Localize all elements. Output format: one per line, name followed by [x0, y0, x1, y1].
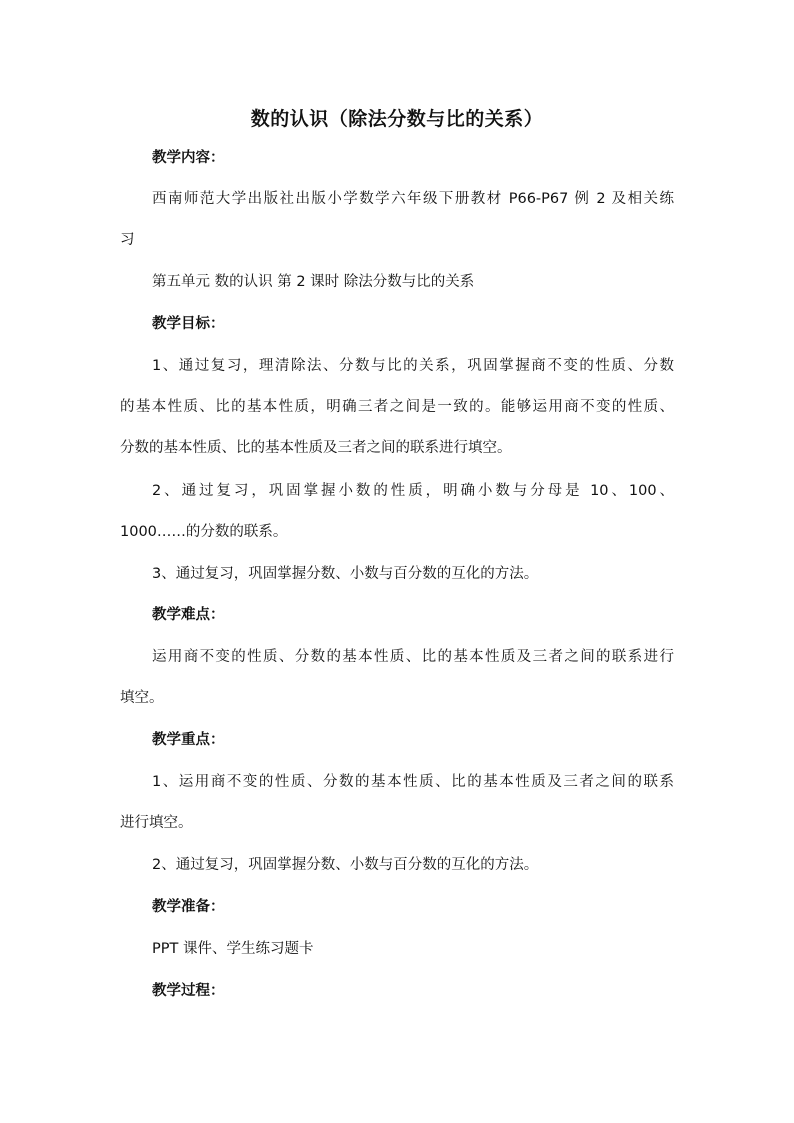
- difficulty-line: 填空。: [120, 690, 164, 706]
- difficulty-heading: 教学难点：: [152, 607, 225, 623]
- content-heading: 教学内容：: [152, 150, 225, 166]
- document-title: 数的认识（除法分数与比的关系）: [250, 108, 544, 130]
- content-line: 西南师范大学出版社出版小学数学六年级下册教材 P66-P67 例 2 及相关练: [152, 191, 674, 207]
- prep-text: PPT 课件、学生练习题卡: [152, 941, 314, 957]
- goal-line: 分数的基本性质、比的基本性质及三者之间的联系进行填空。: [120, 440, 512, 456]
- goal-line: 1、通过复习，理清除法、分数与比的关系，巩固掌握商不变的性质、分数: [152, 358, 674, 374]
- goal-line: 2、通过复习，巩固掌握小数的性质，明确小数与分母是 10、100、: [152, 483, 674, 499]
- key-line: 1、运用商不变的性质、分数的基本性质、比的基本性质及三者之间的联系: [152, 774, 674, 790]
- goals-heading: 教学目标：: [152, 316, 225, 332]
- goal-line: 1000……的分数的联系。: [120, 524, 288, 540]
- key-line: 进行填空。: [120, 815, 193, 831]
- goal-line: 3、通过复习，巩固掌握分数、小数与百分数的互化的方法。: [152, 566, 539, 582]
- goal-line: 的基本性质、比的基本性质，明确三者之间是一致的。能够运用商不变的性质、: [120, 399, 674, 415]
- unit-line: 第五单元 数的认识 第 2 课时 除法分数与比的关系: [152, 274, 475, 290]
- difficulty-line: 运用商不变的性质、分数的基本性质、比的基本性质及三者之间的联系进行: [152, 649, 674, 665]
- key-heading: 教学重点：: [152, 732, 225, 748]
- content-line: 习: [120, 232, 135, 248]
- process-heading: 教学过程：: [152, 983, 225, 999]
- prep-heading: 教学准备：: [152, 899, 225, 915]
- key-line: 2、通过复习，巩固掌握分数、小数与百分数的互化的方法。: [152, 857, 539, 873]
